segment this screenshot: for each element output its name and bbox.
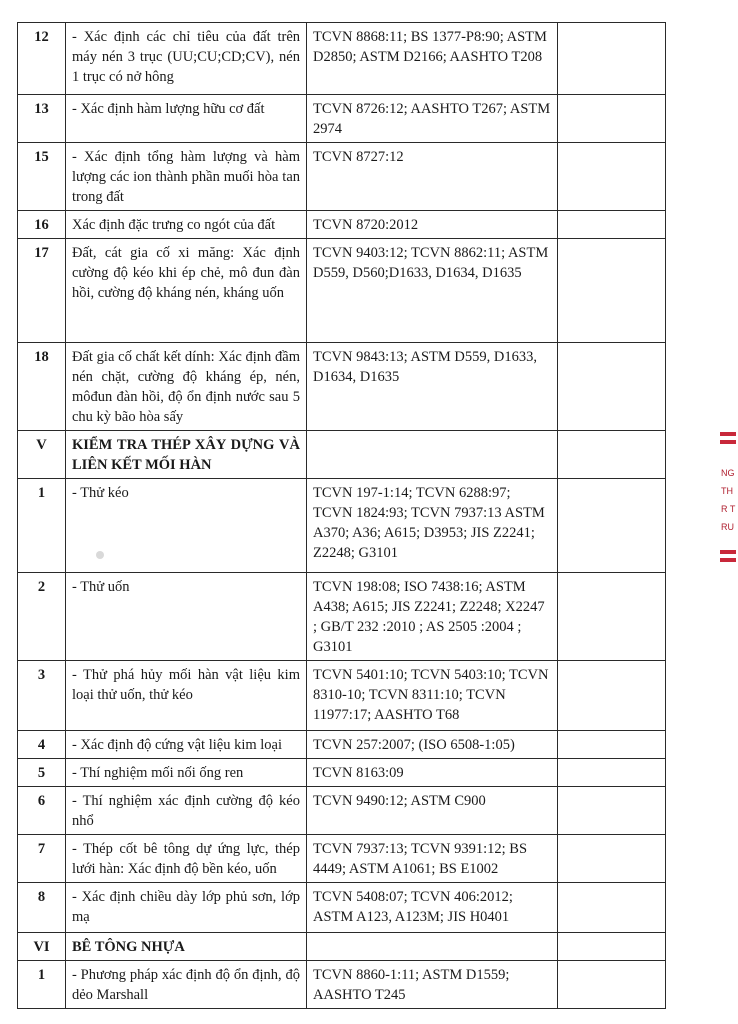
notes-cell [558, 759, 666, 787]
standard-codes: TCVN 7937:13; TCVN 9391:12; BS 4449; ASTM A1061; BS E1002 [307, 835, 558, 883]
row-number: 1 [18, 961, 66, 1009]
test-name: Xác định đặc trưng co ngót của đất [66, 211, 307, 239]
standard-codes: TCVN 8726:12; AASHTO T267; ASTM 2974 [307, 95, 558, 143]
row-number: 5 [18, 759, 66, 787]
standard-codes: TCVN 8860-1:11; ASTM D1559; AASHTO T245 [307, 961, 558, 1009]
table-row [18, 95, 666, 143]
standard-codes: TCVN 198:08; ISO 7438:16; ASTM A438; A615; JIS Z2241; Z2248; X2247 ; GB/T 232 :2010 ; AS 2505 :2004 ; G3101 [307, 573, 558, 661]
table-row [18, 883, 666, 933]
stamp-text: NG [721, 468, 735, 478]
table-row [18, 143, 666, 211]
table-row [18, 211, 666, 239]
standard-codes: TCVN 5401:10; TCVN 5403:10; TCVN 8310-10; TCVN 8311:10; TCVN 11977:17; AASHTO T68 [307, 661, 558, 731]
notes-cell [558, 835, 666, 883]
table-row [18, 759, 666, 787]
notes-cell [558, 573, 666, 661]
test-name: - Xác định hàm lượng hữu cơ đất [66, 95, 307, 143]
stamp-text: RU [721, 522, 734, 532]
notes-cell [558, 143, 666, 211]
notes-cell [558, 883, 666, 933]
stamp-bar [720, 440, 736, 444]
test-name: - Xác định tổng hàm lượng và hàm lượng các ion thành phần muối hòa tan trong đất [66, 143, 307, 211]
table-row [18, 23, 666, 95]
row-number: 13 [18, 95, 66, 143]
notes-cell [558, 479, 666, 573]
margin-stamp [716, 432, 738, 572]
standard-codes: TCVN 257:2007; (ISO 6508-1:05) [307, 731, 558, 759]
test-name: - Xác định các chỉ tiêu của đất trên máy nén 3 trục (UU;CU;CD;CV), nén 1 trục có nở hông [66, 23, 307, 95]
row-number: 17 [18, 239, 66, 343]
standards-table [17, 22, 666, 1009]
row-number: 8 [18, 883, 66, 933]
notes-cell [558, 431, 666, 479]
row-number: 2 [18, 573, 66, 661]
table-row [18, 573, 666, 661]
row-number: 16 [18, 211, 66, 239]
table-row [18, 787, 666, 835]
section-row [18, 933, 666, 961]
test-name: - Thử uốn [66, 573, 307, 661]
table-row [18, 731, 666, 759]
row-number: VI [18, 933, 66, 961]
scan-speck [96, 551, 104, 559]
row-number: 12 [18, 23, 66, 95]
section-row [18, 431, 666, 479]
test-name: - Thí nghiệm mối nối ống ren [66, 759, 307, 787]
notes-cell [558, 211, 666, 239]
standard-codes: TCVN 8868:11; BS 1377-P8:90; ASTM D2850; ASTM D2166; AASHTO T208 [307, 23, 558, 95]
table-body [18, 23, 666, 1009]
notes-cell [558, 933, 666, 961]
test-name: - Thép cốt bê tông dự ứng lực, thép lưới hàn: Xác định độ bền kéo, uốn [66, 835, 307, 883]
notes-cell [558, 731, 666, 759]
notes-cell [558, 661, 666, 731]
standard-codes: TCVN 8163:09 [307, 759, 558, 787]
stamp-bar [720, 558, 736, 562]
table-row [18, 239, 666, 343]
standard-codes: TCVN 9843:13; ASTM D559, D1633, D1634, D1635 [307, 343, 558, 431]
standard-codes: TCVN 8720:2012 [307, 211, 558, 239]
standard-codes: TCVN 8727:12 [307, 143, 558, 211]
table-row [18, 961, 666, 1009]
test-name: Đất gia cố chất kết dính: Xác định đầm nén chặt, cường độ kháng ép, nén, môđun đàn hồi, độ ổn định nước sau 5 chu kỳ bão hòa sấy [66, 343, 307, 431]
table-row [18, 479, 666, 573]
standard-codes: TCVN 5408:07; TCVN 406:2012; ASTM A123, A123M; JIS H0401 [307, 883, 558, 933]
test-name: - Thử phá hủy mối hàn vật liệu kim loại thử uốn, thử kéo [66, 661, 307, 731]
row-number: 18 [18, 343, 66, 431]
standard-codes [307, 431, 558, 479]
notes-cell [558, 787, 666, 835]
test-name: - Thử kéo [66, 479, 307, 573]
stamp-bar [720, 550, 736, 554]
notes-cell [558, 343, 666, 431]
row-number: 1 [18, 479, 66, 573]
test-name: - Xác định độ cứng vật liệu kim loại [66, 731, 307, 759]
row-number: 6 [18, 787, 66, 835]
row-number: 4 [18, 731, 66, 759]
test-name: Đất, cát gia cố xi măng: Xác định cường độ kéo khi ép chẻ, mô đun đàn hồi, cường độ kháng nén, kháng uốn [66, 239, 307, 343]
row-number: 3 [18, 661, 66, 731]
test-name: KIỂM TRA THÉP XÂY DỰNG VÀ LIÊN KẾT MỐI HÀN [66, 431, 307, 479]
standard-codes: TCVN 9490:12; ASTM C900 [307, 787, 558, 835]
notes-cell [558, 239, 666, 343]
test-name: - Phương pháp xác định độ ổn định, độ dẻo Marshall [66, 961, 307, 1009]
table-row [18, 343, 666, 431]
row-number: 7 [18, 835, 66, 883]
standard-codes: TCVN 9403:12; TCVN 8862:11; ASTM D559, D560;D1633, D1634, D1635 [307, 239, 558, 343]
table-row [18, 661, 666, 731]
stamp-text: TH [721, 486, 733, 496]
row-number: V [18, 431, 66, 479]
notes-cell [558, 95, 666, 143]
notes-cell [558, 961, 666, 1009]
test-name: BÊ TÔNG NHỰA [66, 933, 307, 961]
standard-codes: TCVN 197-1:14; TCVN 6288:97; TCVN 1824:93; TCVN 7937:13 ASTM A370; A36; A615; D3953; JIS Z2241; Z2248; G3101 [307, 479, 558, 573]
test-name: - Thí nghiệm xác định cường độ kéo nhổ [66, 787, 307, 835]
row-number: 15 [18, 143, 66, 211]
standard-codes [307, 933, 558, 961]
stamp-bar [720, 432, 736, 436]
stamp-text: R T [721, 504, 736, 514]
table-row [18, 835, 666, 883]
notes-cell [558, 23, 666, 95]
test-name: - Xác định chiều dày lớp phủ sơn, lớp mạ [66, 883, 307, 933]
